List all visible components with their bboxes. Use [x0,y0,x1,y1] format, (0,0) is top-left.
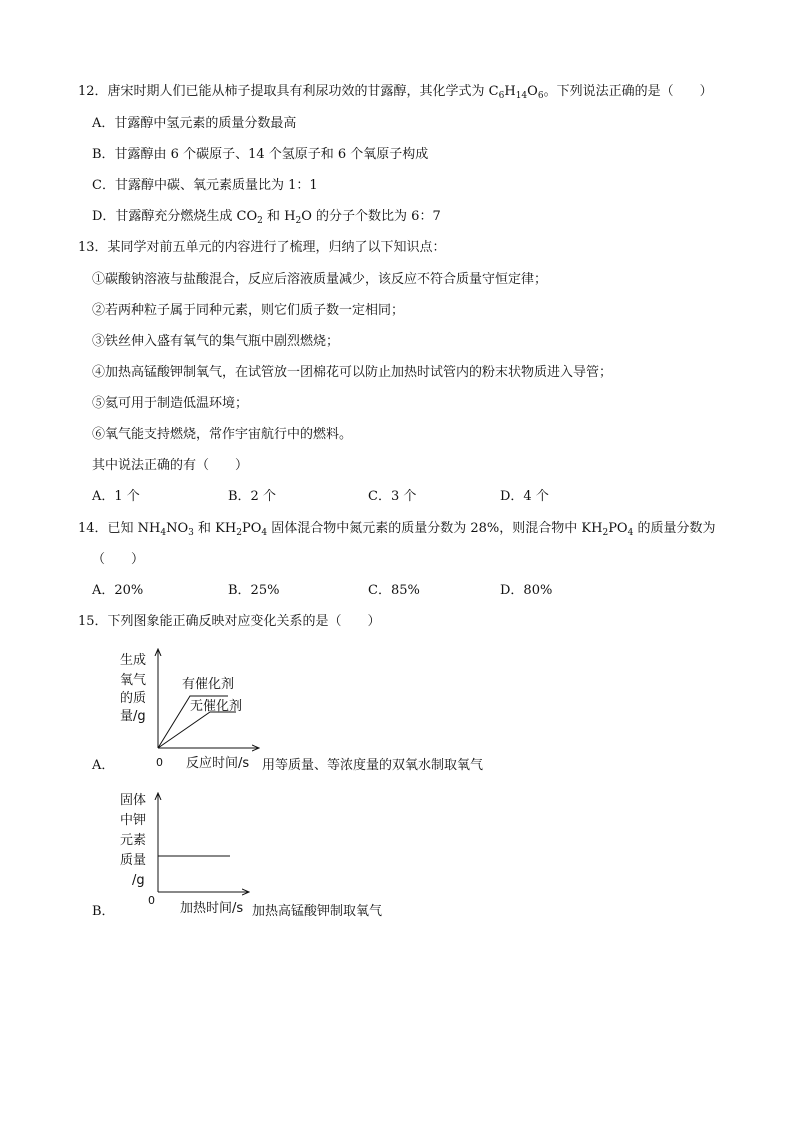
series-without-catalyst [158,712,236,748]
q13-stem: 13．某同学对前五单元的内容进行了梳理，归纳了以下知识点： [78,240,446,255]
q14-option-a[interactable]: A．20% [92,583,144,598]
y-label-1: 固体 [120,793,147,808]
y-label-3: 的质 [120,691,147,706]
origin-label: 0 [148,894,155,907]
q15-figure-b-caption: 加热高锰酸钾制取氧气 [252,904,383,919]
q12-option-c[interactable]: C．甘露醇中碳、氧元素质量比为 1：1 [92,178,318,193]
q14-option-c[interactable]: C．85% [368,583,420,598]
series-label-without-catalyst: 无催化剂 [190,699,243,714]
y-label-2: 氧气 [120,673,147,688]
q15-figure-a-caption: 用等质量、等浓度量的双氧水制取氧气 [262,758,484,773]
x-axis-label: 反应时间/s [186,756,250,771]
q13-option-b[interactable]: B．2 个 [228,489,276,504]
q12-option-d[interactable]: D．甘露醇充分燃烧生成 $CO_2$ 和 $H_2O$ 的分子个数比为 6：7 [92,209,441,226]
q13-option-c[interactable]: C．3 个 [368,489,417,504]
q12-option-b[interactable]: B．甘露醇由 6 个碳原子、14 个氢原子和 6 个氧原子构成 [92,147,429,162]
q14-option-d[interactable]: D．80% [500,583,553,598]
q13-item-5: ⑤氦可用于制造低温环境； [92,396,249,411]
x-axis-label: 加热时间/s [180,901,244,916]
y-label-1: 生成 [120,653,147,668]
y-label-2: 中钾 [120,813,147,828]
q13-item-2: ②若两种粒子属于同种元素，则它们质子数一定相同； [92,303,405,318]
q13-item-3: ③铁丝伸入盛有氧气的集气瓶中剧烈燃烧； [92,334,340,349]
y-label-5: /g [132,873,145,888]
q13-item-4: ④加热高锰酸钾制氧气，在试管放一团棉花可以防止加热时试管内的粉末状物质进入导管； [92,365,613,380]
y-label-3: 元素 [120,833,147,848]
q15-option-b-label[interactable]: B． [92,904,115,919]
q13-question: 其中说法正确的有（ ） [92,458,249,473]
q15-figure-a-graph [110,640,280,780]
series-label-with-catalyst: 有催化剂 [182,677,235,692]
y-label-4: 量/g [120,709,146,724]
origin-label: 0 [156,756,163,769]
q12-stem: 12．唐宋时期人们已能从柿子提取具有利尿功效的甘露醇，其化学式为 $C_6H_{14}O_6$。下列说法正确的是（ ） [78,84,713,101]
q12-option-a[interactable]: A．甘露醇中氢元素的质量分数最高 [92,116,297,131]
y-label-4: 质量 [120,853,147,868]
q15-option-a-label[interactable]: A． [92,758,115,773]
q15-figure-b-graph [110,786,260,926]
q15-stem: 15．下列图象能正确反映对应变化关系的是（ ） [78,614,381,629]
q13-item-1: ①碳酸钠溶液与盐酸混合，反应后溶液质量减少，该反应不符合质量守恒定律； [92,272,548,287]
q13-option-d[interactable]: D．4 个 [500,489,549,504]
q14-option-b[interactable]: B．25% [228,583,280,598]
q13-item-6: ⑥氧气能支持燃烧，常作宇宙航行中的燃料。 [92,427,353,442]
q14-answer-paren: （ ） [92,552,145,567]
q13-option-a[interactable]: A．1 个 [92,489,140,504]
q14-stem: 14．已知 $NH_4NO_3$ 和 $KH_2PO_4$ 固体混合物中氮元素的质量分数为 28%，则混合物中 $KH_2PO_4$ 的质量分数为 [78,521,716,538]
